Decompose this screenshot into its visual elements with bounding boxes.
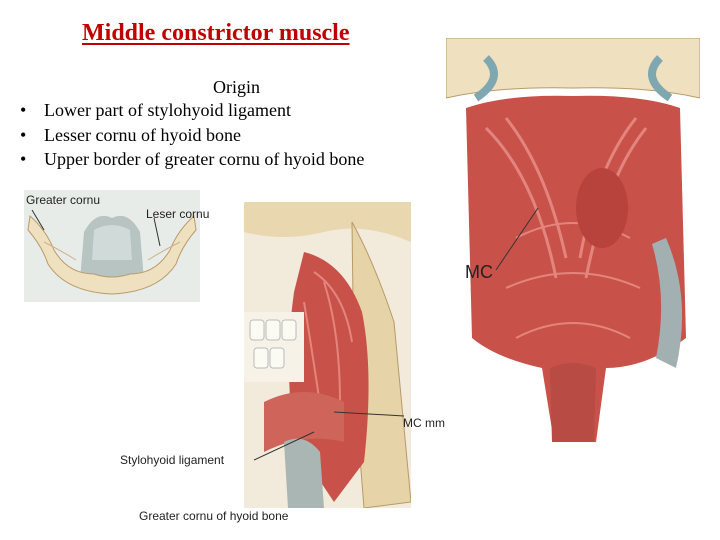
posterior-pharynx-illustration xyxy=(446,38,700,442)
lateral-pharynx-figure xyxy=(244,202,411,508)
mc-mm-label: MC mm xyxy=(403,416,445,430)
origin-heading: Origin xyxy=(213,77,260,97)
stylohyoid-ligament-label: Stylohyoid ligament xyxy=(120,453,225,467)
slide-title: Middle constrictor muscle xyxy=(82,20,350,46)
greater-cornu-label: Greater cornu xyxy=(26,193,101,207)
mc-label: MC xyxy=(465,262,493,282)
posterior-pharynx-figure xyxy=(446,38,700,442)
origin-list xyxy=(20,98,364,172)
lateral-pharynx-illustration xyxy=(244,202,411,508)
origin-item: • Upper border of greater cornu of hyoid bone xyxy=(20,147,364,172)
lesser-cornu-label: Leser cornu xyxy=(146,207,210,221)
greater-cornu-hyoid-label: Greater cornu of hyoid bone xyxy=(139,509,289,523)
origin-item: • Lower part of stylohyoid ligament xyxy=(20,98,364,123)
origin-item: • Lesser cornu of hyoid bone xyxy=(20,123,364,148)
